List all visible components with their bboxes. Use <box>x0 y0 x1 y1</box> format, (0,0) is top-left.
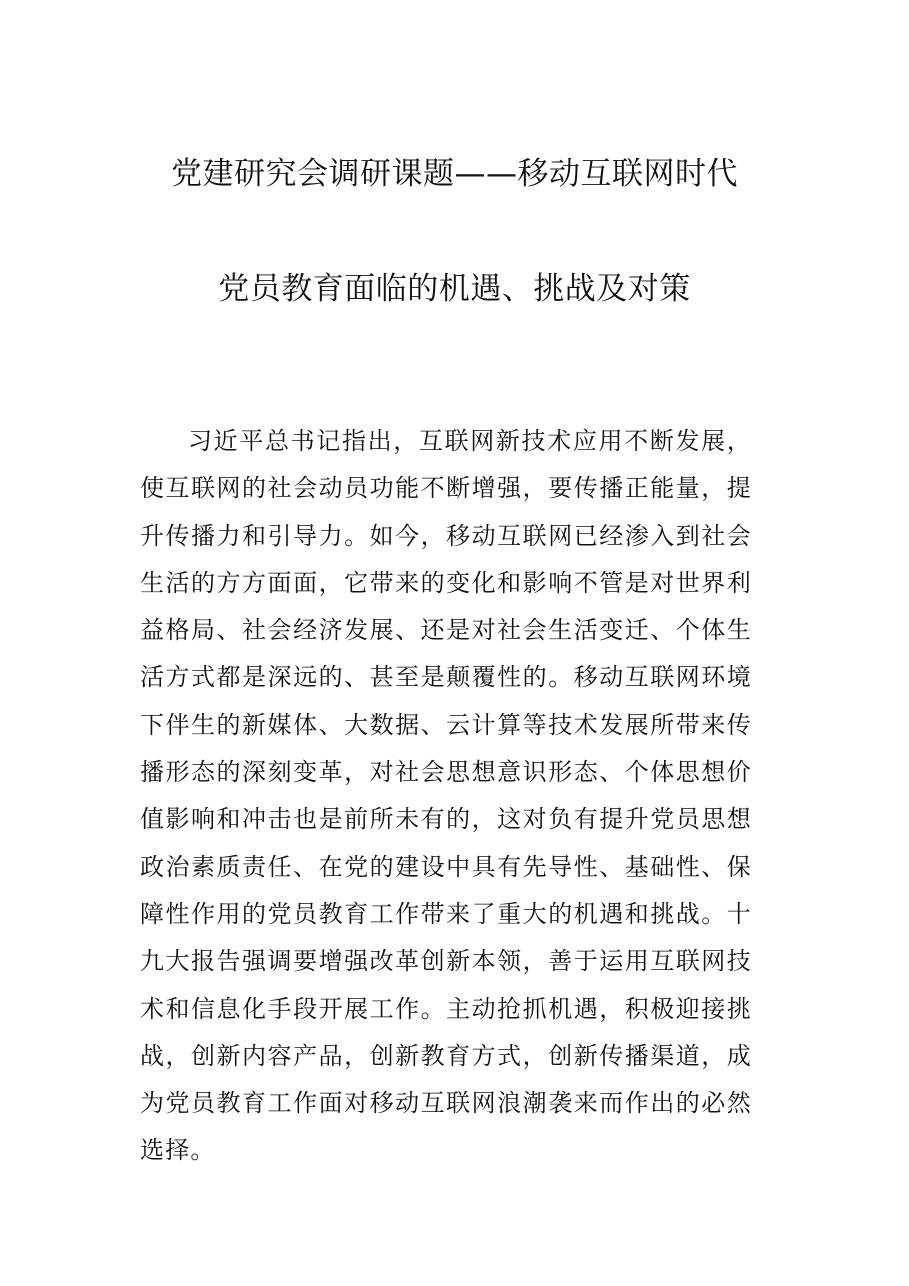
body-paragraph: 习近平总书记指出，互联网新技术应用不断发展，使互联网的社会动员功能不断增强，要传播正能量，提升传播力和引导力。如今，移动互联网已经渗入到社会生活的方方面面，它带来的变化和影响不管是对世界利益格局、社会经济发展、还是对社会生活变迁、个体生活方式都是深远的、甚至是颠覆性的。移动互联网环境下伴生的新媒体、大数据、云计算等技术发展所带来传播形态的深刻变革，对社会思想意识形态、个体思想价值影响和冲击也是前所未有的，这对负有提升党员思想政治素质责任、在党的建设中具有先导性、基础性、保障性作用的党员教育工作带来了重大的机遇和挑战。十九大报告强调要增强改革创新本领，善于运用互联网技术和信息化手段开展工作。主动抢抓机遇，积极迎接挑战，创新内容产品，创新教育方式，创新传播渠道，成为党员教育工作面对移动互联网浪潮袭来而作出的必然选择。 <box>140 427 752 1165</box>
document-title-line-2: 党员教育面临的机遇、挑战及对策 <box>218 271 691 307</box>
document-title-line-1: 党建研究会调研课题——移动互联网时代 <box>171 156 738 192</box>
